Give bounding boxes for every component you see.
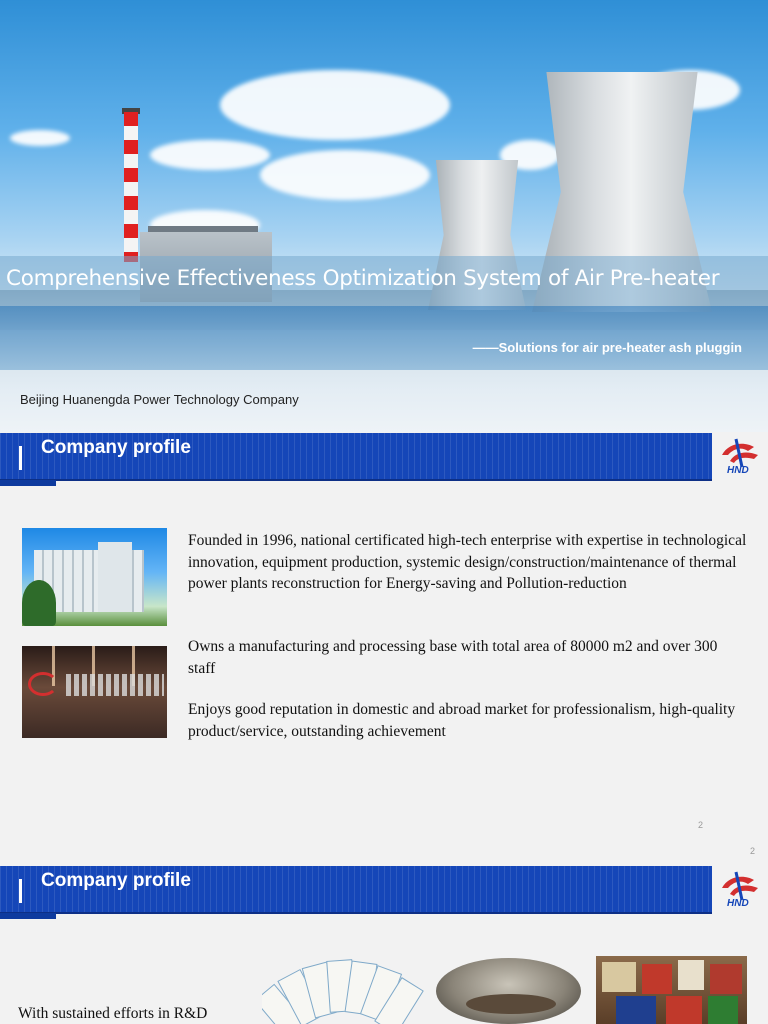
company-building-photo [22, 528, 167, 626]
header-notch [0, 913, 56, 919]
logo-text: HND [727, 465, 749, 476]
header-marker [19, 446, 22, 470]
rnd-text: With sustained efforts in R&D [18, 1005, 208, 1022]
slide-title: Comprehensive Effectiveness Optimization System of Air Pre-heater [6, 266, 720, 291]
subtitle-band [0, 306, 768, 370]
lobby-sign [66, 674, 164, 696]
company-lobby-photo [22, 646, 167, 738]
cloud [150, 140, 270, 170]
profile-paragraph-reputation: Enjoys good reputation in domestic and abroad market for professionalism, high-quality product/service, outstanding achievement [188, 701, 736, 740]
header-marker [19, 879, 22, 903]
slide-subtitle: ——Solutions for air pre-heater ash pluggin [472, 340, 742, 355]
awards-photo [596, 956, 747, 1024]
award-certificate [710, 964, 742, 994]
award-plaque [678, 960, 704, 990]
meeting-table [466, 994, 556, 1014]
profile-paragraph-base: Owns a manufacturing and processing base with total area of 80000 m2 and over 300 staff [188, 638, 718, 677]
title-slide [0, 0, 768, 432]
chimney [124, 112, 138, 262]
tree [22, 580, 56, 626]
page-number-outer: 2 [750, 846, 756, 856]
lobby-logo [28, 672, 58, 696]
award-plaque [602, 962, 636, 992]
slide-heading: Company profile [41, 870, 191, 891]
award-book [708, 996, 738, 1024]
building-tower [98, 542, 132, 612]
header-notch [0, 480, 56, 486]
company-name: Beijing Huanengda Power Technology Company [20, 392, 299, 407]
slide-heading: Company profile [41, 437, 191, 458]
award-certificate [642, 964, 672, 994]
page-number: 2 [698, 820, 704, 830]
cloud [260, 150, 430, 200]
profile-paragraph-founded: Founded in 1996, national certificated high-tech enterprise with expertise in technological innovation, equipment production, systemic design/construction/maintenance of thermal power plants reconstruction for Energy-saving and Pollution-reduction [188, 532, 747, 592]
logo-text: HND [727, 898, 749, 909]
award-book [666, 996, 702, 1024]
meeting-photo [436, 958, 581, 1024]
cloud [10, 130, 70, 146]
certificates-fan-image [262, 956, 424, 1024]
award-book [616, 996, 656, 1024]
cloud [220, 70, 450, 140]
